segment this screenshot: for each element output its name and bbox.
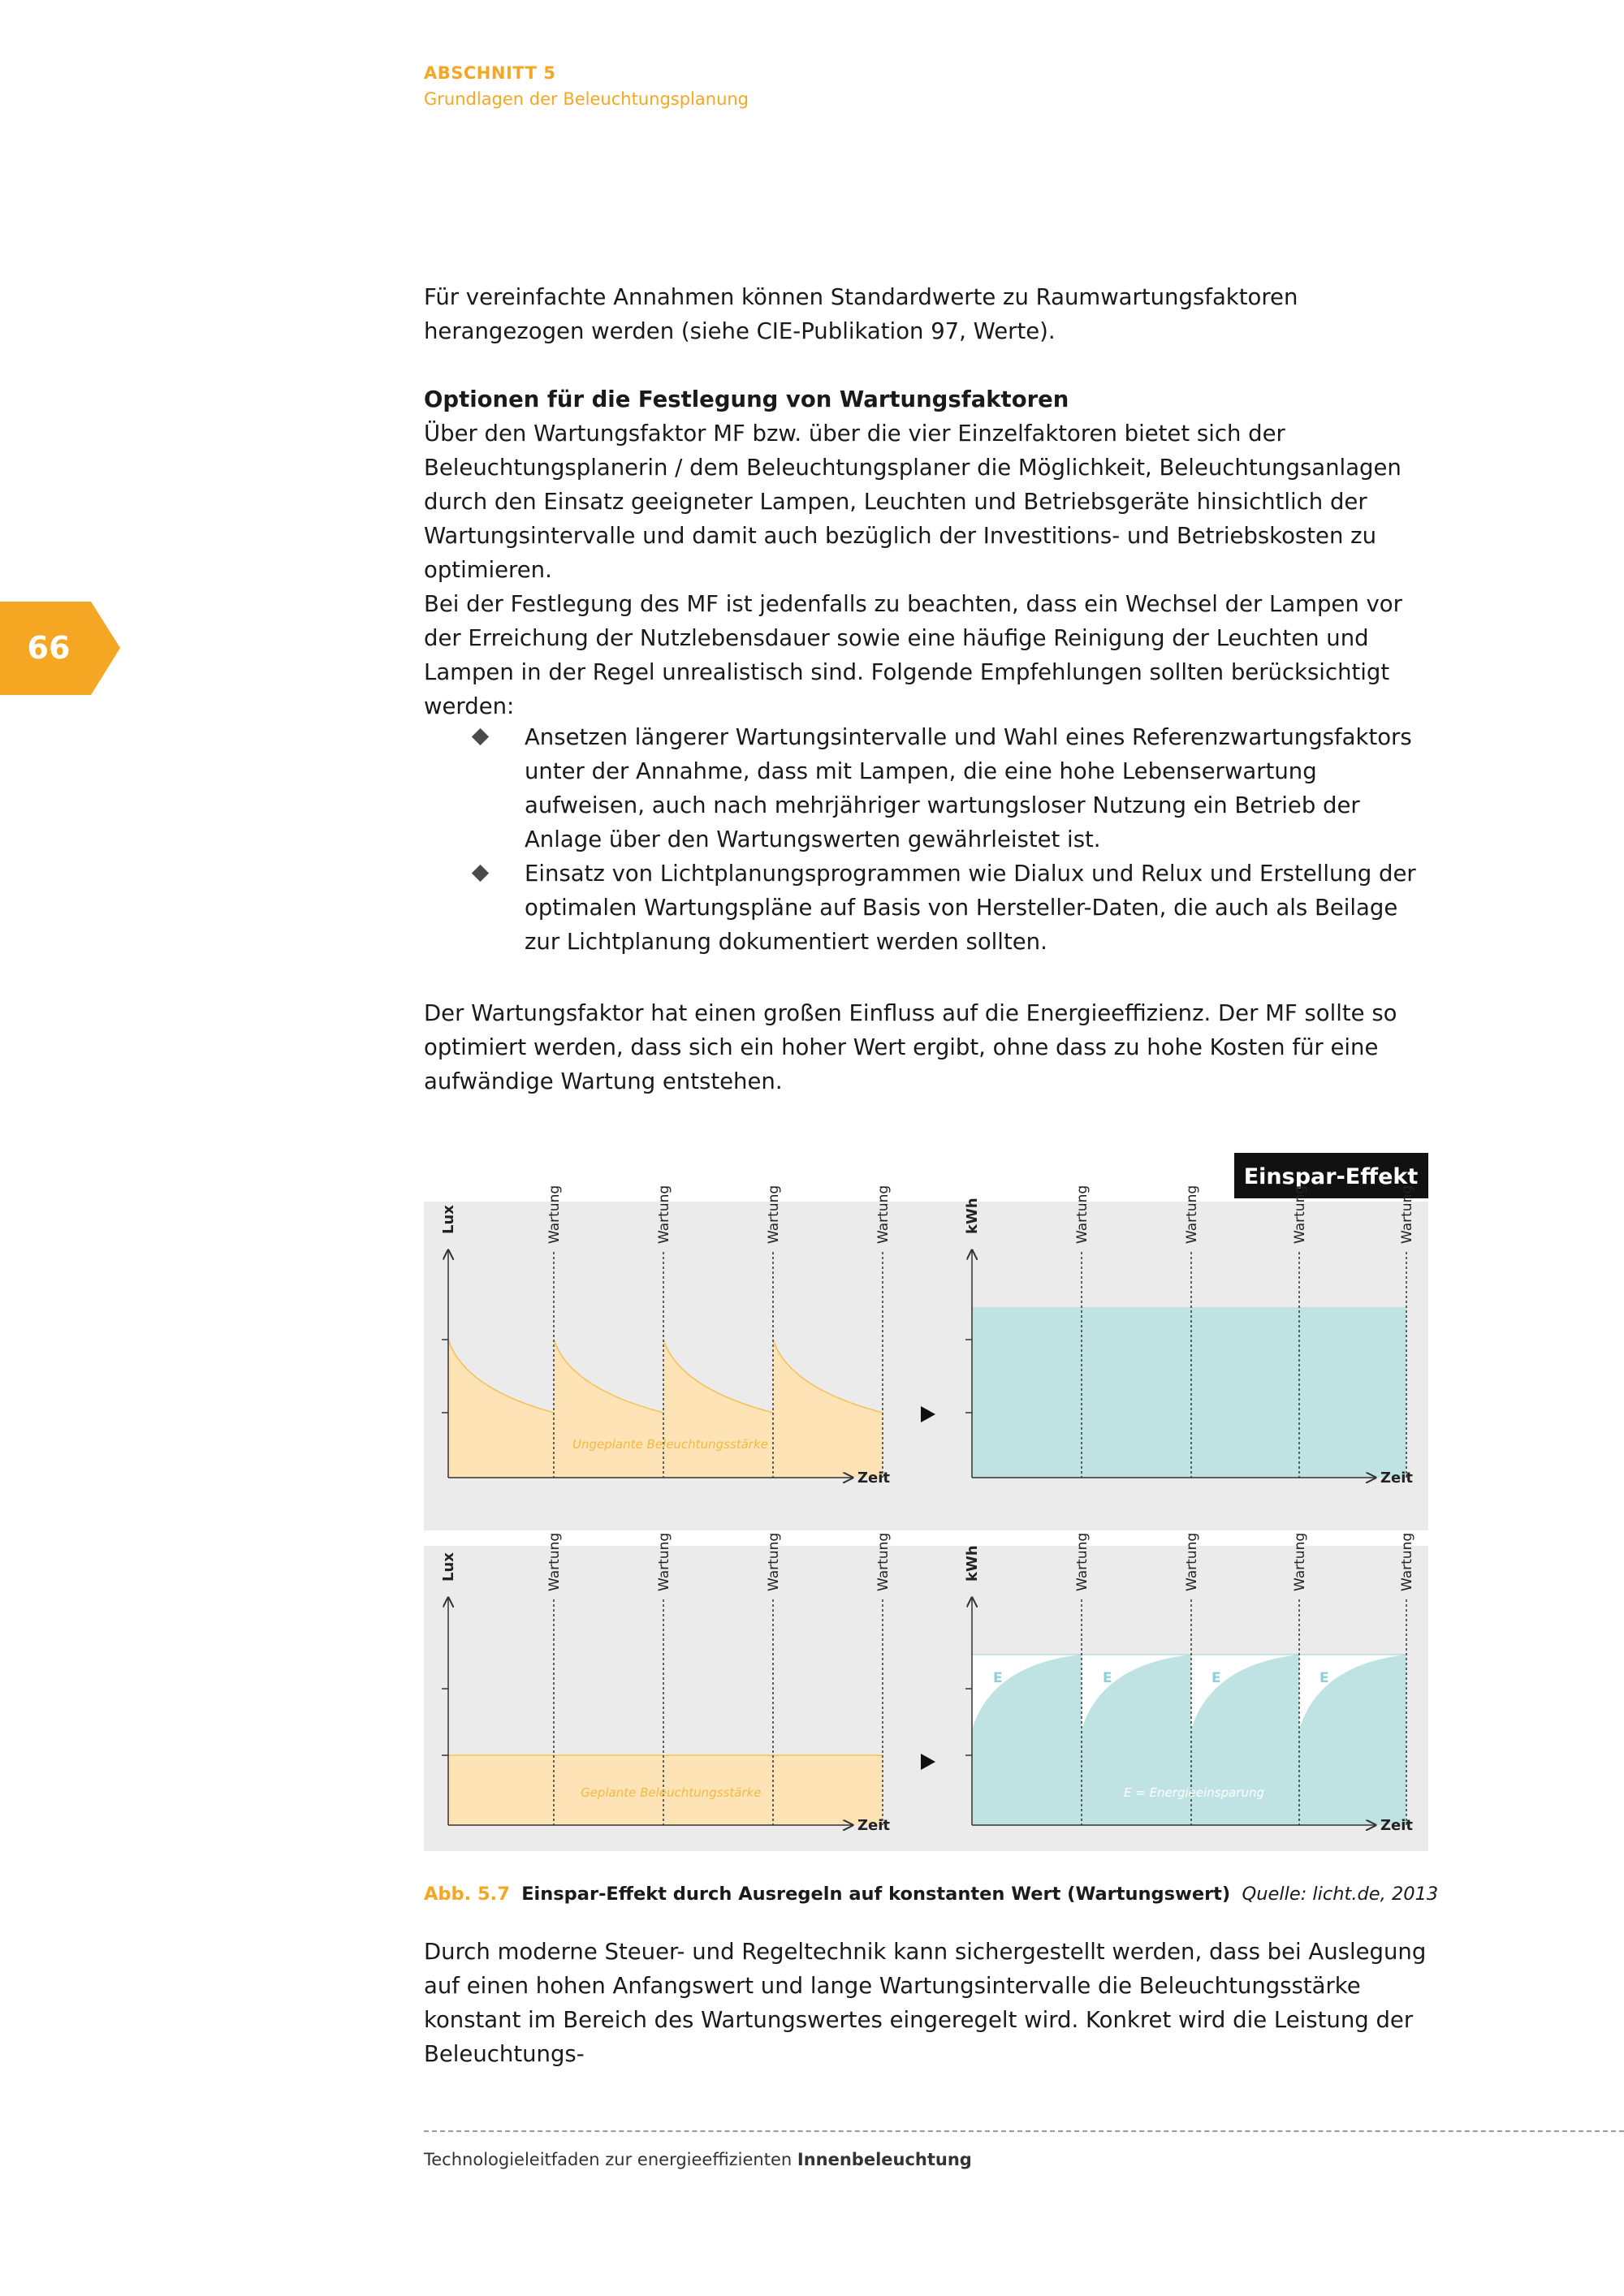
footer-divider: [424, 2130, 1624, 2132]
wartung-label: Wartung: [1074, 1532, 1091, 1591]
kwh-label: kWh: [964, 1198, 981, 1234]
wartung-label: Wartung: [1292, 1185, 1308, 1244]
time-label: Zeit: [1380, 1817, 1414, 1834]
time-label: Zeit: [857, 1817, 891, 1834]
efficiency-paragraph: Der Wartungsfaktor hat einen großen Einfluss auf die Energieeffizienz. Der MF sollte so optimiert werden, dass sich ein hoher Wert ergibt, ohne dass zu hohe Kosten für eine aufwändige Wartung entstehen.: [424, 1000, 1397, 1094]
planned-label: Geplante Beleuchtungsstärke: [581, 1785, 762, 1800]
wartung-label: Wartung: [656, 1532, 672, 1591]
control-paragraph: Durch moderne Steuer- und Regeltechnik kann sichergestellt werden, dass bei Auslegung auf einen hohen Anfangswert und lange Wartungsintervalle die Beleuchtungsstärke konstant im Bereich des Wartungswertes eingeregelt wird. Konkret wird die Leistung der Beleuchtungs-: [424, 1939, 1427, 2067]
savings-marker: E: [1212, 1670, 1221, 1686]
wartung-label: Wartung: [1184, 1532, 1200, 1591]
energy-consumption-area: [972, 1307, 1406, 1478]
wartung-label: Wartung: [1399, 1532, 1415, 1591]
figure-caption: [424, 1884, 1438, 1905]
savings-marker: E: [993, 1670, 1003, 1686]
kwh-label: kWh: [964, 1545, 981, 1582]
section-subtitle: Grundlagen der Beleuchtungsplanung: [424, 89, 749, 109]
caption-source: Quelle: licht.de, 2013: [1242, 1884, 1439, 1905]
options-block: [424, 382, 1428, 587]
list-item: Ansetzen längerer Wartungsintervalle und Wahl eines Referenzwartungsfaktors unter der Annahme, dass mit Lampen, die eine hohe Lebenserwartung aufweisen, auch nach mehrjähriger wartungsloser Nutzung ein Betrieb der Anlage über den Wartungswerten gewährleistet ist.: [424, 720, 1428, 857]
diamond-bullet-icon: [472, 728, 489, 745]
wartung-label: Wartung: [766, 1185, 782, 1244]
wartung-label: Wartung: [546, 1532, 563, 1591]
options-paragraph: Über den Wartungsfaktor MF bzw. über die vier Einzelfaktoren bietet sich der Beleuchtungsplanerin / dem Beleuchtungsplaner die Möglichkeit, Beleuchtungsanlagen durch den Einsatz geeigneter Lampen, Leuchten und Betriebsgeräte hinsichtlich der Wartungsintervalle und damit auch bezüglich der Investitions- und Betriebskosten zu optimieren.: [424, 421, 1402, 583]
savings-marker: E: [1320, 1670, 1329, 1686]
intro-paragraph: Für vereinfachte Annahmen können Standardwerte zu Raumwartungsfaktoren herangezogen werden (siehe CIE-Publikation 97, Werte).: [424, 284, 1298, 344]
wartung-label: Wartung: [1399, 1185, 1415, 1244]
diamond-bullet-icon: [472, 865, 489, 882]
time-label: Zeit: [857, 1470, 891, 1487]
wartung-label: Wartung: [766, 1532, 782, 1591]
einspar-badge-label: Einspar-Effekt: [1243, 1164, 1419, 1189]
energy-savings-legend: E = Energieeinsparung: [1124, 1785, 1265, 1800]
caption-title: Einspar-Effekt durch Ausregeln auf konstanten Wert (Wartungswert): [521, 1884, 1231, 1905]
einspar-effekt-figure: [424, 1153, 1428, 1851]
wartung-label: Wartung: [546, 1185, 563, 1244]
wartung-label: Wartung: [875, 1185, 892, 1244]
footer: Technologieleitfaden zur energieeffizienten Innenbeleuchtung: [424, 2150, 972, 2169]
wartung-label: Wartung: [656, 1185, 672, 1244]
unplanned-label: Ungeplante Beleuchtungsstärke: [572, 1437, 768, 1452]
options-heading: Optionen für die Festlegung von Wartungsfaktoren: [424, 386, 1069, 412]
wartung-label: Wartung: [1292, 1532, 1308, 1591]
wartung-label: Wartung: [875, 1532, 892, 1591]
section-label: ABSCHNITT 5: [424, 63, 556, 83]
savings-marker: E: [1103, 1670, 1112, 1686]
recommendation-list: [424, 720, 1428, 959]
lux-label: Lux: [440, 1552, 457, 1582]
mf-paragraph: Bei der Festlegung des MF ist jedenfalls zu beachten, dass ein Wechsel der Lampen vor der Erreichung der Nutzlebensdauer sowie eine häufige Reinigung der Leuchten und Lampen in der Regel unrealistisch sind. Folgende Empfehlungen sollten berücksichtigt werden:: [424, 591, 1402, 719]
caption-number: Abb. 5.7: [424, 1884, 510, 1905]
time-label: Zeit: [1380, 1470, 1414, 1487]
wartung-label: Wartung: [1074, 1185, 1091, 1244]
list-item: Einsatz von Lichtplanungsprogrammen wie Dialux und Relux und Erstellung der optimalen Wartungspläne auf Basis von Hersteller-Daten, die auch als Beilage zur Lichtplanung dokumentiert werden sollten.: [424, 857, 1428, 959]
lux-label: Lux: [440, 1205, 457, 1234]
page-number: 66: [27, 630, 71, 666]
wartung-label: Wartung: [1184, 1185, 1200, 1244]
